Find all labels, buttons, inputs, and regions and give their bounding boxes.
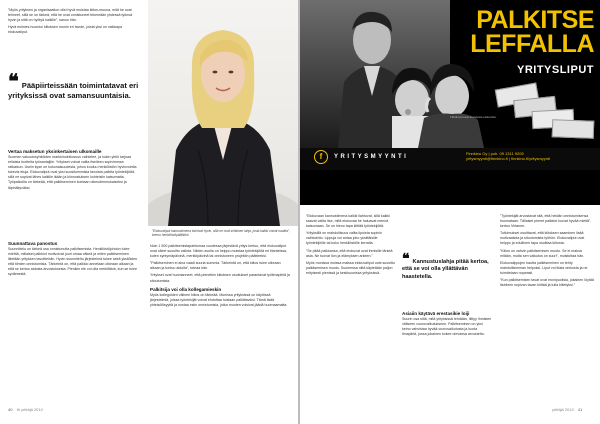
right-col1-p1: ”Elokuvaan kannustimena kaikki ilahtuvat, sillä kaikki saavat valita itse, mitä elokuvaa he haluavat mennä katsomaan. Se on hieno tapa kiittää työntekijöitä. — [306, 214, 390, 229]
left-page — [0, 0, 298, 424]
ad-contact-web[interactable]: yritysmyynti@finnkino.fi | finnkino.fi/yritysmyynti — [466, 156, 551, 162]
right-col3-p5: ”Kun palkitsemisen tavat ovat monipuolisia, jokainen löytää itselleen sopivan tavan kiittää ja tulla kiitetyksi.” — [500, 278, 594, 288]
pull-quote-2 — [402, 252, 492, 281]
section1 — [8, 146, 140, 193]
right-col3-p3: ”Kiitos on vahvin palkitsemisen muoto. Se ei maksa mitään, mutta sen vaikutus on suuri”, muistuttaa hän. — [500, 248, 585, 258]
section1-heading: Vertaa maksetun yksinkertaisen ulkomaille — [8, 149, 102, 154]
right-col2-heading: Asiaiin käytävä erestasikie loiji — [402, 311, 470, 316]
finnkino-ad[interactable] — [300, 0, 600, 205]
footer-right: yrittäjä 2010 — [552, 407, 574, 412]
ad-subhead: YRITYSLIPUT — [516, 64, 594, 76]
right-col2 — [402, 308, 492, 339]
right-col1-p3: ”Se pitää paikkansa, että elokuvat ovat ihmisille tärkeä asia. Ne tuovat ilon ja elämyksen arkeen.” — [306, 248, 393, 258]
section2 — [8, 238, 140, 280]
ticket-image — [552, 119, 595, 138]
pull-quote-2-text: Kannustuslahja pitää kertoa, että se voi olla yllättävän haastetella. — [402, 259, 489, 280]
pull-quote — [8, 69, 140, 101]
ad-headline-2: LEFFALLA — [470, 30, 594, 58]
middle-p3: Yritykset ovat huomanneet, että pienetkin kiitoksen osoitukset parantavat työilmapiiriä ja sitoutumista. — [150, 273, 290, 283]
page-number-right: yrittäjä 2010 41 — [552, 407, 583, 412]
intro-paragraph-2: Hyvä esimies huomioi kiitoksen monin eri tavoin, joista yksi on vaikkapa elokuvaliput. — [8, 25, 123, 35]
portrait-photo — [148, 0, 298, 226]
page-number-left: 40 fö yrittäjä 2010 — [8, 407, 43, 412]
middle-p2: ”Palkitseminen ei aina vaadi suuria summia. Tärkeintä on, että kiitos tulee oikeaan aikaan ja tuntuu aidolta”, toteaa hän. — [150, 261, 281, 271]
ad-contact-phone[interactable]: Finnkino Oy | puh. 09 1311 9205 — [466, 151, 524, 156]
section3-body: Myös kollegoiden välinen kiitos on tärkeää. Monissa yrityksissä on käytössä järjestelmiä, joissa työntekijät voivat ehdottaa toisiaan palkittaviksi. Tämä lisää yhteisöllisyyttä ja nostaa esiin onnistumisia, jotka muuten voisivat jäädä huomaamatta. — [150, 292, 288, 307]
pull-quote-text: Pääpiirteissään toimintatavat eri yrityksissä ovat samansuuntaisia. — [8, 81, 139, 100]
film-caption: Tähdet ja kuvat kuvatuista elokuvista. — [450, 115, 497, 119]
ad-headline-1: PALKITSE — [476, 6, 594, 34]
right-col3-p1: ”Työntekijät arvostavat sitä, että heidän onnistumisensa huomataan. Tällaiset pienet palkkiot luovat hyvää mieltä”, kertoo Virtanen. — [500, 214, 592, 229]
ad-contact[interactable] — [466, 151, 594, 162]
right-col1 — [306, 214, 396, 278]
ad-headline — [452, 8, 594, 56]
section2-heading: Suunnattava panostus — [8, 241, 58, 246]
footer-left: fö yrittäjä 2010 — [16, 407, 43, 412]
section2-body: Suunnittelu on tärkeä osa onnistunutta palkitsemista. Henkilöstöjohdon tulee miettiä, millaiset palkkiot motivoivat juuri omaa väkeä ja miten palkitseminen liitetään yrityksen tavoitteisiin. Hyvin suunniteltu järjestelmä tukee sekä yksilöiden että tiimien onnistumisia. Tärkeintä on, että palkkio annetaan oikeaan aikaan ja että se kertoo aidosta arvostuksesta. Pienikin ele voi olla merkittävä, kun se tulee sydämestä. — [8, 247, 138, 277]
section3-heading: Palkitsija voi olla kollegamieskin — [150, 286, 222, 292]
quote-mark-icon: ❝ — [402, 251, 410, 267]
middle-column — [150, 244, 290, 310]
right-col3-p2: Tutkimukset osoittavat, että kiitoksen saaminen lisää motivaatiota ja sitoutumista työhön. Elokuvaliput ovat helppo ja edullinen tapa osoittaa kiitosta. — [500, 231, 585, 246]
portrait-illustration — [148, 0, 298, 226]
photo-caption: ”Elokuvaliput kannustimena toimivat hyvin, sillä ne ovat sellainen lahja, josta kaikki voivat nauttia”, kertoo henkilöstöpäällikkö. — [152, 229, 290, 238]
intro-paragraph: ”Myös yrityksen ja organisaation olisi hyvä muistaa kiitos-muuna, mitä he ovat tehneet, sillä se on tärkeä, että he ovat onnistuneet tekemään yhdessä työnsä hyvin ja siitä on hyötyä kaikille”, sanoo hän. — [8, 8, 133, 23]
ad-brand-text: YRITYSMYYNTI — [334, 154, 409, 160]
finnkino-logo-icon: f — [314, 150, 328, 164]
right-col2-body: Suurin osa siitä, mitä yrityksissä tehdään, liittyy ihmisten väliseen vuorovaikutukseen. Palkitseminen on yksi keino vahvistaa hyvää vuorovaikutusta ja luoda ilmapiiriä, jossa jokainen kokee olevansa arvostettu. — [402, 317, 492, 337]
intro-text — [8, 8, 140, 37]
quote-mark-icon: ❝ — [8, 69, 19, 93]
right-col1-p2: Yrityksillä on mahdollisuus valita lipuista sopivin vaihtoehto. Lippuja voi antaa joko yksittäisille työntekijöille tai koko henkilöstölle kerralla. — [306, 231, 382, 246]
section1-body: Suomen vakuutusyhtiöiden markkinointiosuus vaihtelee, ja kukin yhtiö tarjoaa erilaisia tuotteita työnantajille. Yritykset voivat valita itselleen sopivimman ratkaisun. Usein kyse on kokonaisuudesta, johon kuuluu henkilöstön hyvinvointia tukevia etuja. Elokuvaliput ovat yksi suosituimmista tavoista palkita työntekijöitä, sillä ne sopivat lähes kaikille ikään ja kiinnostuksen kohteisiin katsomatta. Työpaikoilla on tärkeää, että palkitseminen koetaan oikeudenmukaiseksi ja läpinäkyväksi. — [8, 155, 137, 190]
right-col1-p4: Myös monissa muissa maissa elokuvaliput ovat suosittu palkitsemisen muoto. Suomessa niitä käytetään paljon erityisesti pienissä ja keskisuurissa yrityksissä. — [306, 260, 395, 275]
middle-p1: Noin 1 500 palkitsemistapahtumaa vuodessa järjestävä yritys kertoo, että elokuvaliput ovat olleet suosittu valinta. Niiden avulla on helppo muistaa työntekijöitä eri tilanteissa, kuten syntymäpäivinä, merkkipäivinä tai onnistuneen projektin päätteeksi. — [150, 244, 288, 259]
right-page — [300, 0, 600, 424]
right-col3-p4: Elokuvalippujen kautta palkitseminen on tehty mahdollisimman helpoksi. Liput voi tilata verkosta ja ne toimitetaan nopeasti. — [500, 260, 588, 275]
right-col3 — [500, 214, 594, 290]
